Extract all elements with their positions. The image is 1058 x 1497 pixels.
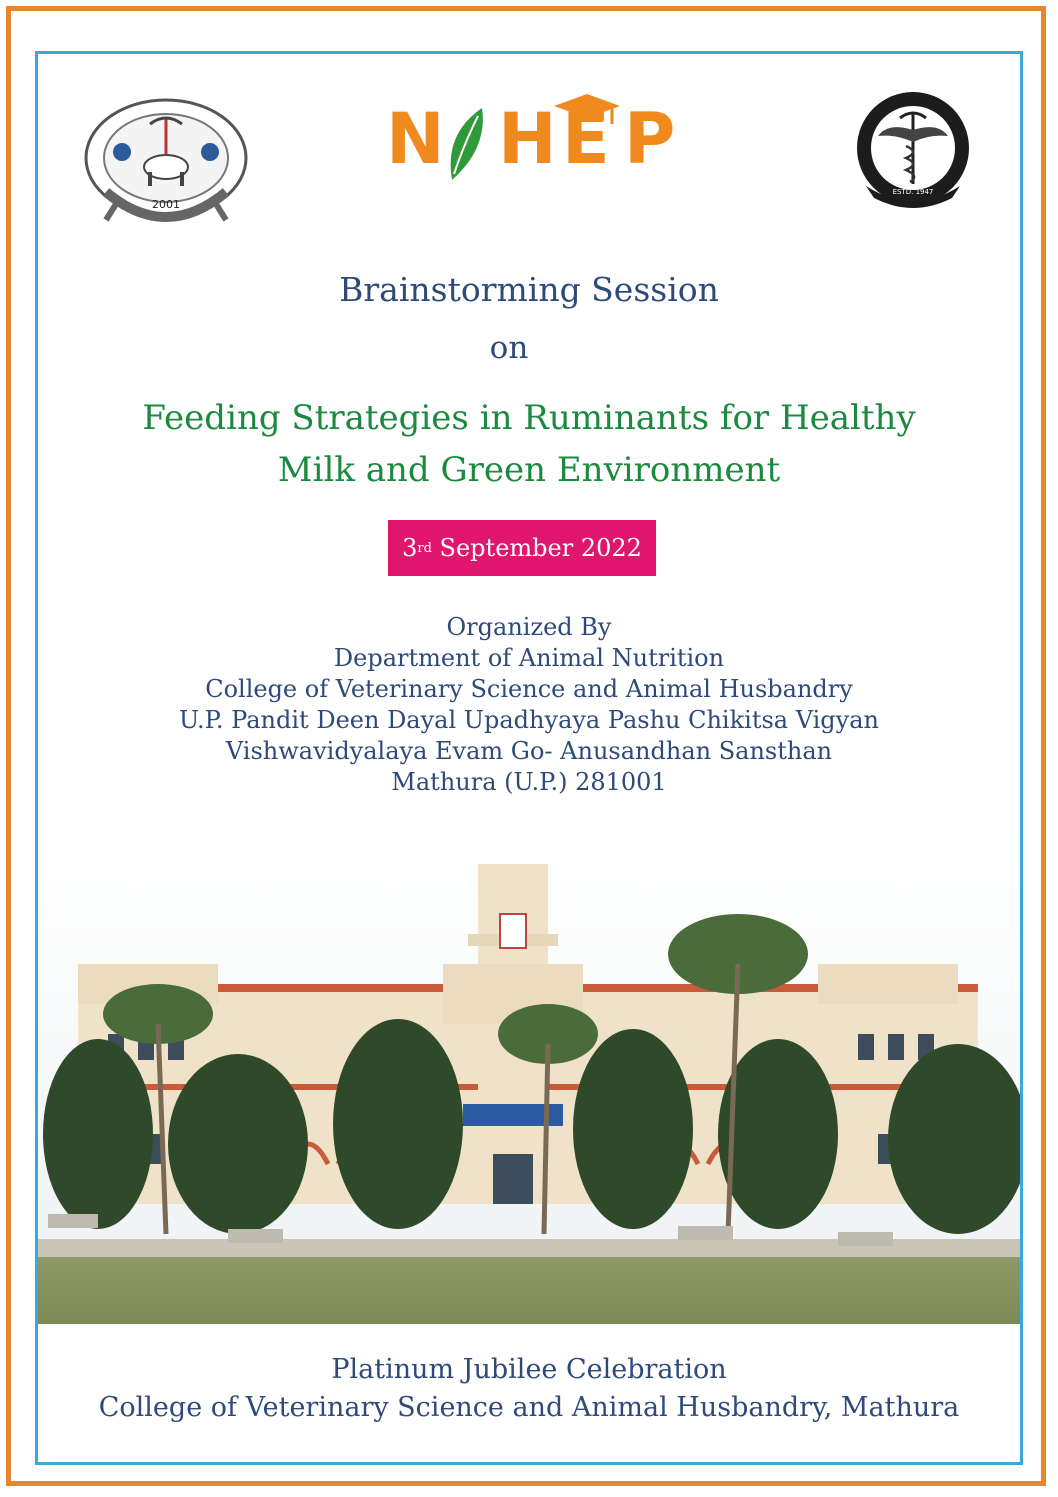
topic-line-2: Milk and Green Environment	[277, 450, 781, 490]
university-seal-logo	[76, 92, 256, 232]
organizer-block	[38, 612, 1020, 798]
organizer-line: Department of Animal Nutrition	[333, 644, 725, 672]
topic-line-1: Feeding Strategies in Ruminants for Healthy	[142, 398, 916, 438]
title-connector: on	[489, 330, 529, 366]
date-month-year: September 2022	[431, 534, 642, 562]
page-frame	[35, 51, 1023, 1465]
date-badge	[388, 520, 656, 576]
organizer-line: Vishwavidyalaya Evam Go- Anusandhan Sansthan	[225, 737, 833, 765]
page-title: Brainstorming Session	[339, 270, 719, 309]
footer-college: College of Veterinary Science and Animal Husbandry, Mathura	[98, 1392, 960, 1423]
nahep-letter-n: N	[386, 98, 445, 180]
date-day: 3	[402, 534, 418, 562]
seal-established: ESTD. 1947	[892, 188, 934, 196]
organizer-line: Mathura (U.P.) 281001	[391, 768, 667, 796]
organizer-line: College of Veterinary Science and Animal Husbandry	[205, 675, 853, 703]
nahep-letter-h: H	[498, 98, 557, 180]
college-seal-logo	[848, 90, 978, 210]
footer-celebration: Platinum Jubilee Celebration	[331, 1354, 727, 1385]
leaf-icon	[444, 104, 488, 182]
nahep-logo	[386, 98, 692, 188]
date-suffix: rd	[417, 540, 432, 556]
session-topic	[38, 392, 1020, 496]
organizer-line: U.P. Pandit Deen Dayal Upadhyaya Pashu Chikitsa Vigyan	[178, 706, 879, 734]
nahep-letter-p: P	[624, 98, 676, 180]
footer-block	[38, 1351, 1020, 1427]
nahep-letter-e: E	[562, 98, 610, 180]
seal-year: 2001	[152, 198, 180, 211]
college-building-photo	[38, 834, 1020, 1324]
organizer-heading: Organized By	[446, 613, 612, 641]
